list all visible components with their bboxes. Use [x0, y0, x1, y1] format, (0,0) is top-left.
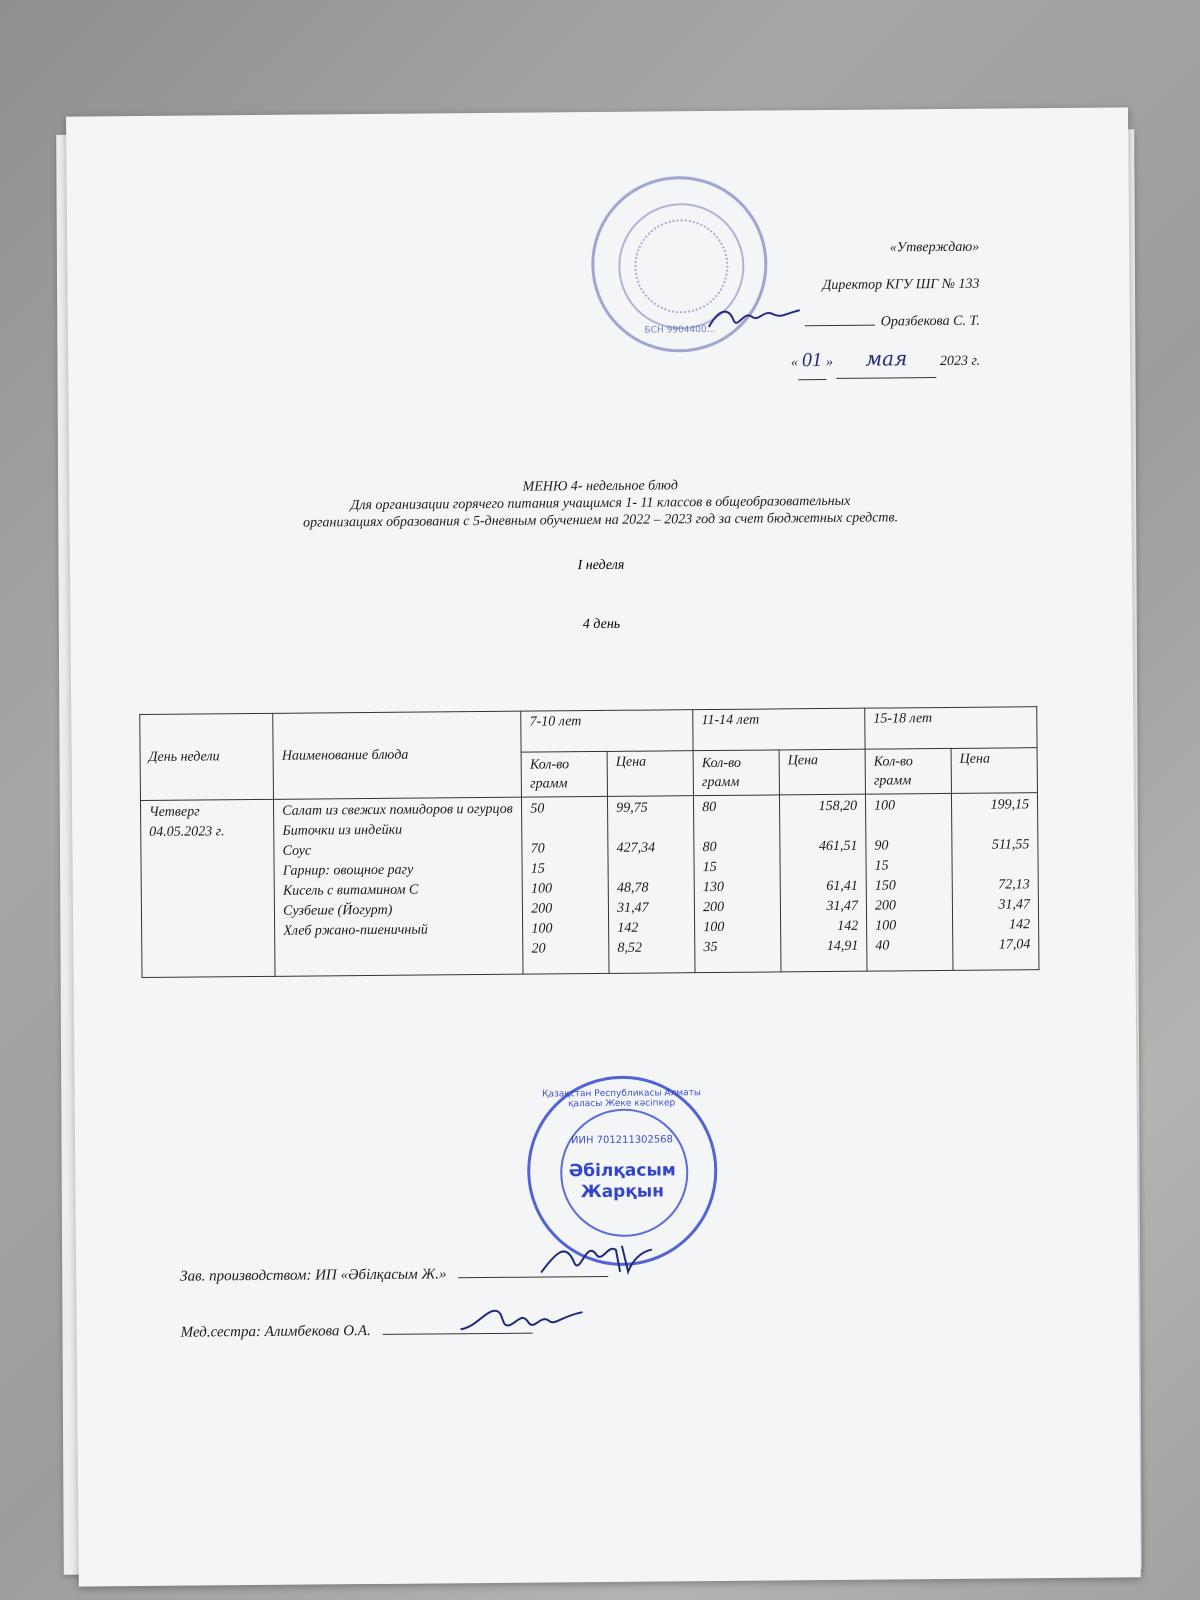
- value-item: 48,78: [616, 880, 649, 896]
- header-qty-1: Кол-во грамм: [521, 751, 607, 797]
- header-day-of-week: День недели: [140, 713, 274, 800]
- value-item: 35: [703, 939, 718, 956]
- stamp-name-line-2: Жарқын: [580, 1181, 665, 1203]
- value-item: 50: [530, 801, 545, 817]
- approval-block: [790, 229, 981, 382]
- value-item: [960, 815, 1029, 836]
- header-age-11-14: 11-14 лет: [693, 708, 865, 750]
- value-item: 199,15: [990, 797, 1030, 813]
- header-qty-2: Кол-во грамм: [693, 750, 779, 796]
- production-manager-label: Зав. производством: ИП «Әбілқасым Ж.»: [180, 1266, 447, 1285]
- value-item: 100: [530, 881, 553, 897]
- value-item: 511,55: [991, 837, 1030, 853]
- value-item: 142: [1009, 917, 1031, 933]
- value-item: 17,04: [998, 937, 1031, 953]
- header-qty-3: Кол-во грамм: [865, 748, 951, 794]
- day-label: 4 день: [582, 616, 621, 633]
- value-item: 80: [702, 839, 717, 856]
- day-cell: [140, 799, 275, 977]
- document-page: [66, 107, 1141, 1586]
- value-item: 142: [837, 918, 859, 934]
- price-7-10-cell: [608, 796, 696, 974]
- value-item: 8,52: [617, 940, 643, 956]
- value-item: 31,47: [826, 898, 859, 915]
- stamp-ring-text: Қазақстан Республикасы Алматы қаласы Жеке кәсіпкер: [542, 1088, 702, 1110]
- value-item: 461,51: [818, 838, 858, 855]
- date-day: 01: [798, 342, 826, 380]
- stamp-name: [530, 1160, 714, 1204]
- dish-item: Гарнир: овощное рагу: [282, 862, 414, 879]
- value-item: 72,13: [998, 877, 1030, 893]
- value-item: [960, 855, 1029, 876]
- production-manager-signature: [536, 1232, 656, 1283]
- value-item: 99,75: [616, 800, 648, 816]
- table-row: [140, 793, 1039, 978]
- value-item: 427,34: [616, 840, 656, 856]
- dish-item: Биточки из индейки: [282, 822, 403, 839]
- value-item: 70: [530, 841, 545, 857]
- menu-title: [69, 473, 1131, 533]
- value-item: [789, 857, 858, 878]
- value-item: 100: [875, 918, 897, 934]
- date-quote-open: «: [790, 355, 798, 371]
- value-item: 14,91: [826, 938, 859, 955]
- dish-item: Сузбеше (Йогурт): [283, 902, 393, 919]
- nurse-signature: [456, 1298, 586, 1339]
- value-item: [617, 858, 686, 879]
- qty-7-10-cell: [522, 796, 609, 974]
- value-item: 200: [703, 899, 725, 916]
- title-line-2: Для организации горячего питания учащимся 1- 11 классов в общеобразовательных: [350, 493, 851, 514]
- header-age-7-10: 7-10 лет: [521, 710, 693, 752]
- value-item: 100: [703, 919, 725, 936]
- stamp-iin: ИИН 701211302568: [570, 1134, 674, 1147]
- value-item: [788, 817, 857, 838]
- approval-date: [791, 340, 981, 382]
- day-date: 04.05.2023 г.: [149, 824, 225, 840]
- date-quote-close: »: [825, 354, 833, 371]
- qty-11-14-cell: [694, 795, 781, 973]
- value-item: 40: [875, 938, 890, 954]
- stamp-name-line-1: Әбілқасым: [568, 1160, 676, 1182]
- director-name: Оразбекова С. Т.: [880, 313, 980, 330]
- value-item: [702, 818, 771, 839]
- header-price-2: Цена: [779, 749, 865, 795]
- day-name: Четверг: [149, 804, 200, 820]
- dish-item: Салат из свежих помидоров и огурцов: [282, 801, 513, 819]
- menu-table: [139, 706, 1039, 978]
- value-item: 200: [531, 901, 553, 917]
- value-item: 130: [702, 879, 725, 896]
- qty-15-18-cell: [866, 793, 953, 971]
- value-item: 142: [617, 920, 639, 936]
- value-item: 31,47: [617, 900, 649, 916]
- value-item: [874, 816, 943, 837]
- dishes-cell: [274, 797, 524, 976]
- header-price-3: Цена: [951, 748, 1037, 794]
- value-item: 158,20: [818, 798, 858, 815]
- dish-item: Кисель с витамином С: [282, 882, 419, 899]
- value-item: [530, 819, 599, 840]
- value-item: 31,47: [998, 897, 1030, 913]
- price-15-18-cell: [951, 793, 1039, 971]
- value-item: 200: [874, 898, 897, 914]
- value-item: 100: [874, 798, 896, 814]
- value-item: 90: [874, 838, 889, 854]
- signature-blank: [805, 309, 875, 327]
- approve-label: «Утверждаю»: [889, 239, 980, 256]
- stamp-bin: БСН 9904400...: [644, 324, 716, 336]
- dish-item: Соус: [282, 843, 312, 859]
- value-item: 61,41: [826, 878, 858, 895]
- date-month: мая: [836, 340, 936, 379]
- director-position: Директор КГУ ШГ № 133: [822, 276, 980, 294]
- director-signature-line: [790, 303, 980, 342]
- value-item: 100: [531, 921, 553, 937]
- title-line-1: МЕНЮ 4- недельное блюд: [522, 478, 678, 495]
- header-price-1: Цена: [607, 751, 693, 797]
- director-signature: [704, 298, 804, 339]
- value-item: 15: [530, 861, 545, 877]
- date-year: 2023 г.: [939, 353, 981, 370]
- value-item: 20: [531, 941, 546, 957]
- header-dish-name: Наименование блюда: [273, 711, 522, 799]
- value-item: 15: [874, 858, 889, 874]
- dish-item: Хлеб ржано-пшеничный: [283, 922, 428, 939]
- value-item: 80: [702, 799, 717, 816]
- value-item: 15: [702, 859, 717, 876]
- title-line-3: организациях образования с 5-дневным обучением на 2022 – 2023 год за счет бюджетных средств.: [302, 510, 899, 531]
- nurse-label: Мед.сестра: Алимбекова О.А.: [180, 1323, 371, 1341]
- value-item: 150: [874, 878, 896, 894]
- week-label: I неделя: [577, 557, 625, 574]
- value-item: [616, 818, 685, 839]
- price-11-14-cell: [780, 794, 868, 972]
- header-age-15-18: 15-18 лет: [865, 707, 1037, 749]
